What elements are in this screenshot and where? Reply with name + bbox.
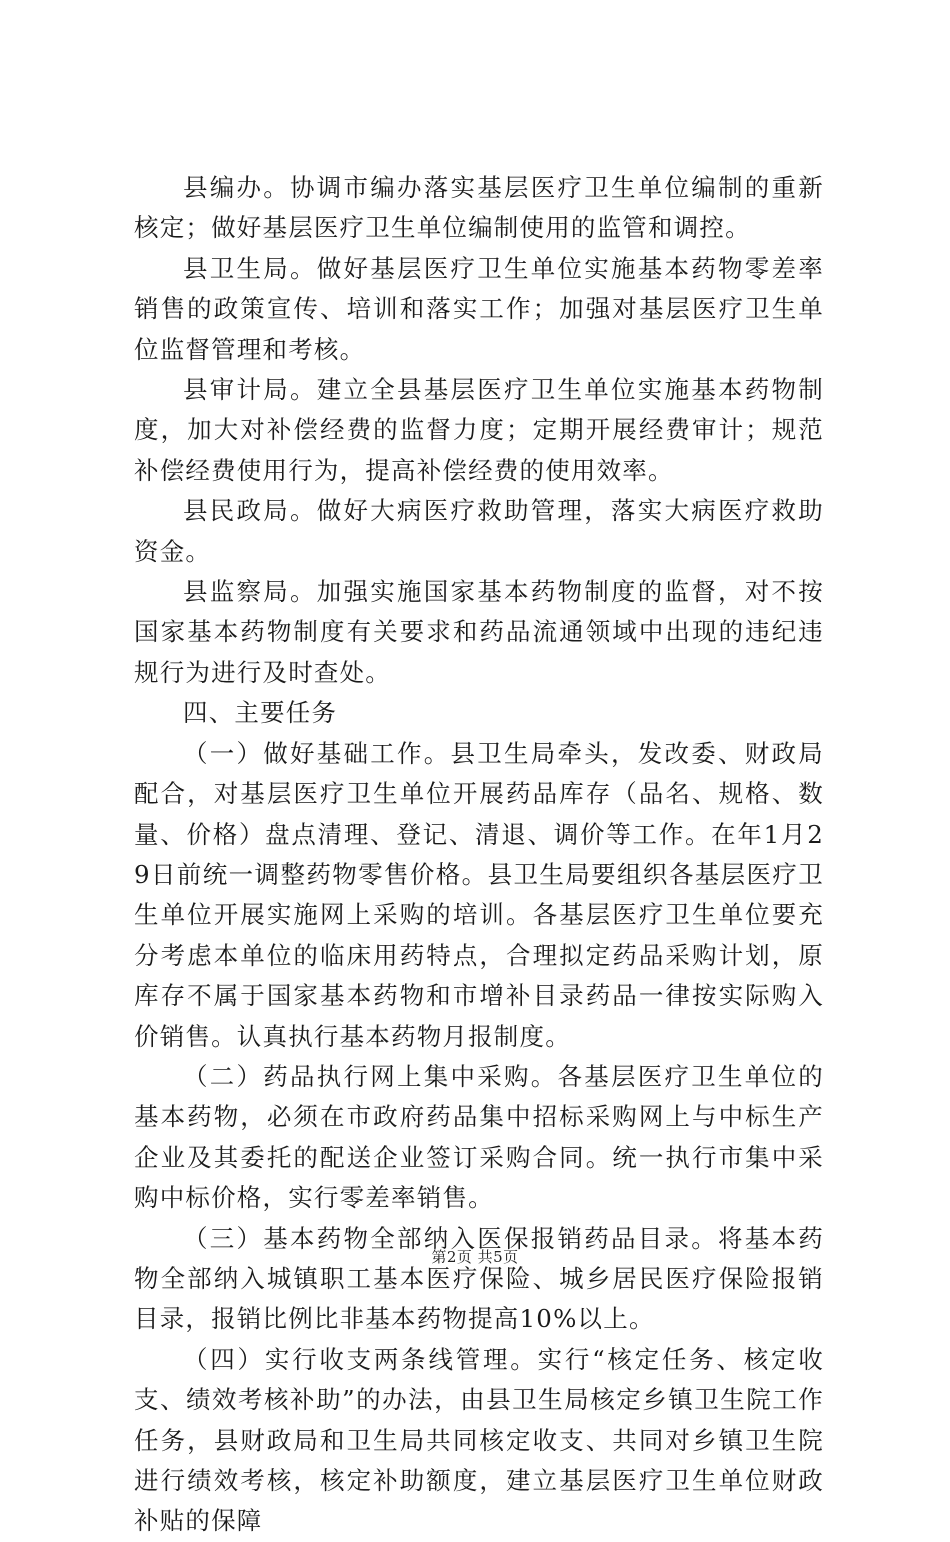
paragraph-minzhengju: 县民政局。做好大病医疗救助管理，落实大病医疗救助资金。 bbox=[134, 496, 824, 566]
document-body bbox=[134, 168, 824, 1542]
paragraph-task-4: （四）实行收支两条线管理。实行“核定任务、核定收支、绩效考核补助”的办法，由县卫生局核定乡镇卫生院工作任务，县财政局和卫生局共同核定收支、共同对乡镇卫生院进行绩效考核，核定补助额度，建立基层医疗卫生单位财政补贴的保障 bbox=[134, 1344, 824, 1536]
section-heading-main-tasks: 四、主要任务 bbox=[183, 698, 338, 728]
paragraph-shenjiju: 县审计局。建立全县基层医疗卫生单位实施基本药物制度，加大对补偿经费的监督力度；定期开展经费审计；规范补偿经费使用行为，提高补偿经费的使用效率。 bbox=[134, 375, 824, 485]
page-number-footer: 第2页 共5页 bbox=[431, 1248, 519, 1266]
paragraph-task-3: （三）基本药物全部纳入医保报销药品目录。将基本药物全部纳入城镇职工基本医疗保险、城乡居民医疗保险报销目录，报销比例比非基本药物提高10%以上。 bbox=[134, 1223, 824, 1334]
paragraph-bianban: 县编办。协调市编办落实基层医疗卫生单位编制的重新核定；做好基层医疗卫生单位编制使用的监管和调控。 bbox=[134, 173, 824, 243]
paragraph-jianchaju: 县监察局。加强实施国家基本药物制度的监督，对不按国家基本药物制度有关要求和药品流通领域中出现的违纪违规行为进行及时查处。 bbox=[134, 577, 824, 687]
paragraph-weishengju: 县卫生局。做好基层医疗卫生单位实施基本药物零差率销售的政策宣传、培训和落实工作；加强对基层医疗卫生单位监督管理和考核。 bbox=[134, 253, 824, 364]
paragraph-task-2: （二）药品执行网上集中采购。各基层医疗卫生单位的基本药物，必须在市政府药品集中招标采购网上与中标生产企业及其委托的配送企业签订采购合同。统一执行市集中采购中标价格，实行零差率销售。 bbox=[134, 1061, 824, 1213]
paragraph-task-1: （一）做好基础工作。县卫生局牵头，发改委、财政局配合，对基层医疗卫生单位开展药品库存（品名、规格、数量、价格）盘点清理、登记、清退、调价等工作。在年1月29日前统一调整药物零售价格。县卫生局要组织各基层医疗卫生单位开展实施网上采购的培训。各基层医疗卫生单位要充分考虑本单位的临床用药特点，合理拟定药品采购计划，原库存不属于国家基本药物和市增补目录药品一律按实际购入价销售。认真执行基本药物月报制度。 bbox=[134, 738, 824, 1051]
